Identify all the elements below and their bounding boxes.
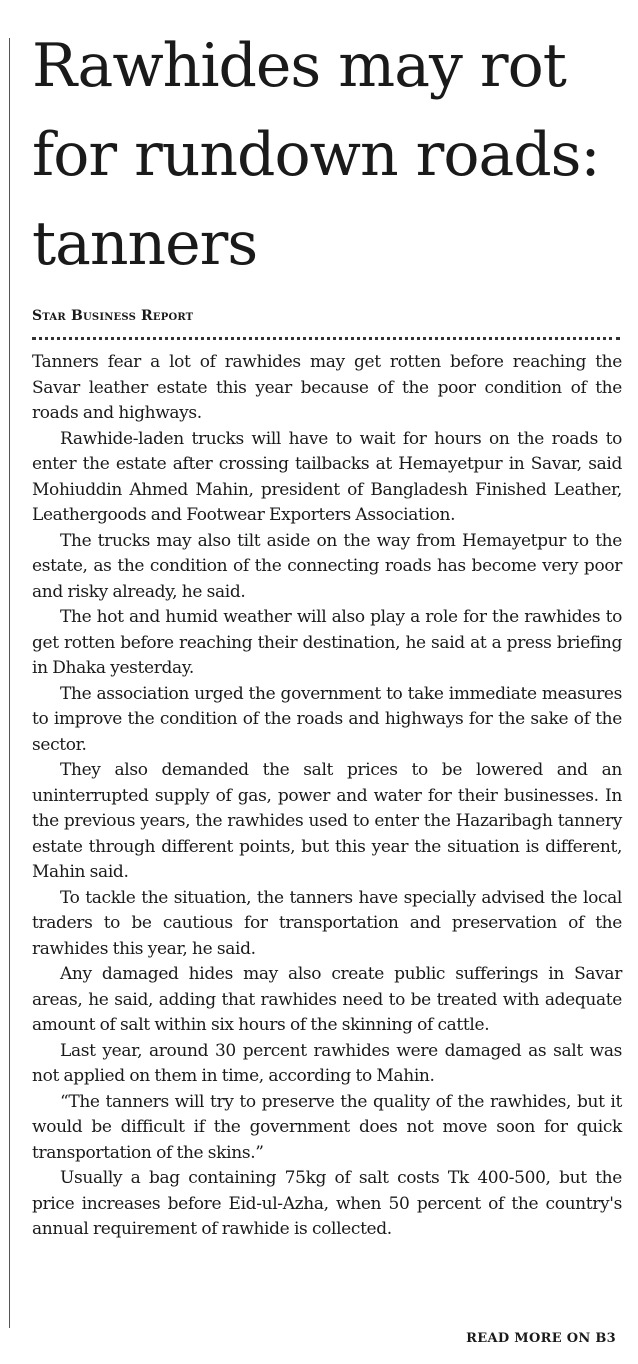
headline: Rawhides may rot for rundown roads: tanners	[32, 31, 600, 279]
paragraph: The association urged the government to take immediate measures to improve the condition of the roads and highways for the sake of the sector.	[32, 683, 622, 755]
column-rule	[9, 38, 10, 1328]
paragraph: “The tanners will try to preserve the quality of the rawhides, but it would be difficult if the government does not move soon for quick transportation of the skins.”	[32, 1091, 622, 1163]
article-body	[32, 350, 622, 1243]
paragraph: Any damaged hides may also create public sufferings in Savar areas, he said, adding that rawhides need to be treated with adequate amount of salt within six hours of the skinning of cattle.	[32, 964, 622, 1035]
paragraph: Rawhide-laden trucks will have to wait for hours on the roads to enter the estate after crossing tailbacks at Hemayetpur in Savar, said Mohiuddin Ahmed Mahin, president of Bangladesh Finished Leather, Leathergoods and Footwear Exporters Association.	[32, 428, 622, 525]
paragraph: The hot and humid weather will also play a role for the rawhides to get rotten before reaching their destination, he said at a press briefing in Dhaka yesterday.	[32, 607, 622, 678]
paragraph: Tanners fear a lot of rawhides may get rotten before reaching the Savar leather estate this year because of the poor condition of the roads and highways.	[32, 352, 622, 423]
paragraph: Usually a bag containing 75kg of salt costs Tk 400-500, but the price increases before Eid-ul-Azha, when 50 percent of the country's annual requirement of rawhide is collected.	[32, 1168, 622, 1239]
paragraph: They also demanded the salt prices to be lowered and an uninterrupted supply of gas, power and water for their businesses. In the previous years, the rawhides used to enter the Hazaribagh tannery estate through different points, but this year the situation is different, Mahin said.	[32, 760, 622, 882]
paragraph: The trucks may also tilt aside on the way from Hemayetpur to the estate, as the condition of the connecting roads has become very poor and risky already, he said.	[32, 530, 622, 602]
dotted-divider	[32, 337, 620, 340]
paragraph: To tackle the situation, the tanners have specially advised the local traders to be cautious for transportation and preservation of the rawhides this year, he said.	[32, 887, 622, 959]
paragraph: Last year, around 30 percent rawhides were damaged as salt was not applied on them in time, according to Mahin.	[32, 1040, 622, 1086]
byline: Star Business Report	[32, 308, 194, 324]
read-more-link[interactable]: READ MORE ON B3	[466, 1331, 616, 1346]
news-article	[32, 22, 622, 1243]
